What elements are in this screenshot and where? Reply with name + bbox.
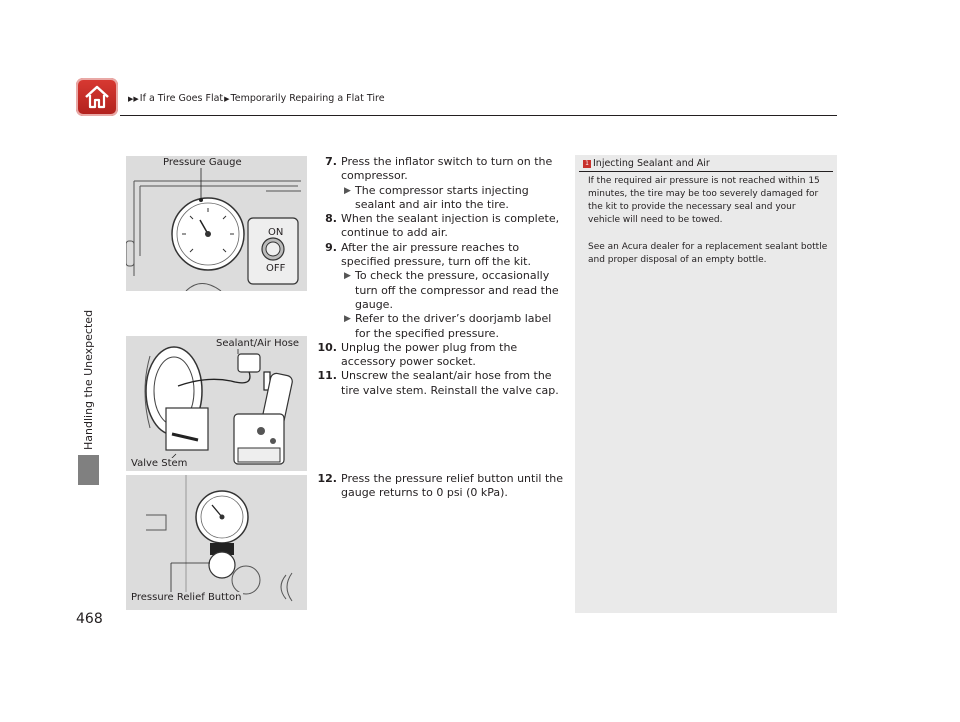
note-title: 1 Injecting Sealant and Air	[583, 158, 710, 169]
figure-sealant-hose	[126, 336, 307, 471]
step-12: 12. Press the pressure relief button until the gauge returns to 0 psi (0 kPa).	[317, 472, 563, 500]
figure-pressure-gauge	[126, 156, 307, 291]
breadcrumb-arrow-icon: ▶	[224, 95, 230, 103]
note-reference-icon: 1	[583, 160, 591, 168]
sealant-hose-illustration	[126, 336, 307, 471]
step-9-sub-2: ▶ Refer to the driver’s doorjamb label for the specified pressure.	[344, 312, 552, 340]
home-button[interactable]	[76, 78, 118, 116]
steps-list	[317, 155, 563, 398]
note-box	[575, 155, 837, 613]
section-tab-marker[interactable]	[78, 455, 99, 485]
step-10: 10. Unplug the power plug from the accessory power socket.	[317, 340, 518, 369]
section-side-label-text: Handling the Unexpected	[82, 309, 95, 450]
steps-list-2	[317, 472, 563, 501]
label-pressure-relief-button: Pressure Relief Button	[131, 592, 242, 603]
breadcrumb-link-flat-tire[interactable]: If a Tire Goes Flat	[139, 93, 224, 104]
sub-arrow-icon: ▶	[344, 314, 351, 325]
page-number: 468	[76, 611, 103, 627]
label-sealant-air-hose: Sealant/Air Hose	[216, 338, 300, 349]
step-8: 8. When the sealant injection is complete, continue to add air.	[325, 212, 560, 240]
breadcrumb	[127, 93, 385, 104]
figure-pressure-relief	[126, 475, 307, 610]
label-switch-on: ON	[268, 227, 284, 238]
breadcrumb-arrow-icon: ▶▶	[128, 95, 139, 103]
label-pressure-gauge: Pressure Gauge	[163, 157, 242, 168]
header-divider	[120, 115, 837, 116]
note-divider	[579, 171, 833, 172]
pressure-relief-illustration	[126, 475, 307, 610]
step-11: 11. Unscrew the sealant/air hose from the tire valve stem. Reinstall the valve cap.	[317, 369, 559, 397]
step-7: 7. Press the inflator switch to turn on the compressor.	[325, 155, 553, 183]
breadcrumb-current[interactable]: Temporarily Repairing a Flat Tire	[230, 93, 385, 104]
note-paragraph-1: If the required air pressure is not reached within 15 minutes, the tire may be too severely damaged for the kit to provide the necessary seal and your vehicle will need to be towed.	[588, 176, 820, 225]
sub-arrow-icon: ▶	[344, 271, 351, 282]
sub-arrow-icon: ▶	[344, 185, 351, 196]
step-9-sub-1: ▶ To check the pressure, occasionally turn off the compressor and read the gauge.	[344, 269, 559, 311]
step-9: 9. After the air pressure reaches to specified pressure, turn off the kit.	[325, 240, 531, 269]
label-switch-off: OFF	[266, 263, 286, 274]
section-side-label	[82, 300, 96, 450]
note-paragraph-2: See an Acura dealer for a replacement sealant bottle and proper disposal of an empty bottle.	[588, 242, 828, 265]
home-icon	[83, 84, 111, 110]
step-7-sub: ▶ The compressor starts injecting sealant and air into the tire.	[344, 183, 529, 211]
label-valve-stem: Valve Stem	[131, 458, 188, 469]
